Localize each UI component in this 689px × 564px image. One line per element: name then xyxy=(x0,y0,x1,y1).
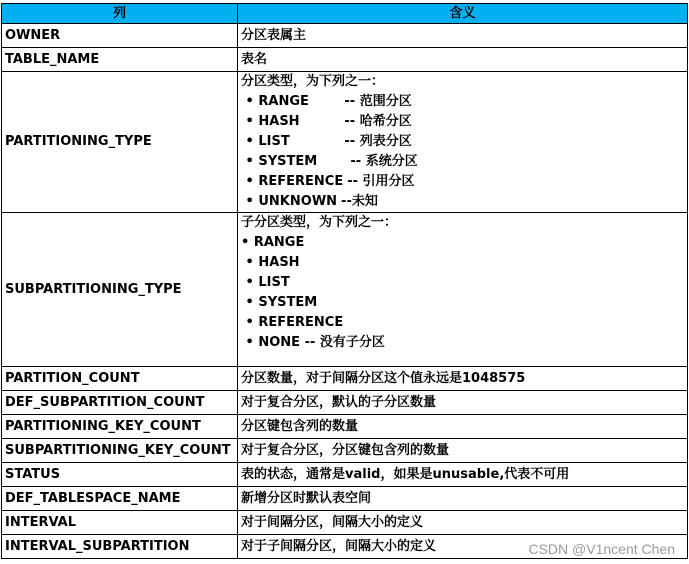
table-row xyxy=(2,439,688,463)
column-name: STATUS xyxy=(2,463,238,487)
option-code: REFERENCE xyxy=(258,174,344,189)
option-code: NONE xyxy=(258,335,301,350)
column-header-column: 列 xyxy=(2,4,238,24)
option-item xyxy=(241,192,684,212)
table-header-row xyxy=(2,4,688,24)
bullet-icon: • xyxy=(245,114,254,129)
column-description: 对于复合分区，默认的子分区数量 xyxy=(238,391,688,415)
option-item xyxy=(241,112,684,132)
column-name: PARTITIONING_KEY_COUNT xyxy=(2,415,238,439)
column-name: PARTITION_COUNT xyxy=(2,367,238,391)
option-note: --未知 xyxy=(341,194,378,209)
option-item xyxy=(241,293,684,313)
description-intro: 子分区类型，为下列之一： xyxy=(241,215,398,230)
option-note: -- 引用分区 xyxy=(347,174,415,189)
column-name: DEF_TABLESPACE_NAME xyxy=(2,487,238,511)
option-note: -- 没有子分区 xyxy=(304,335,385,350)
column-description: 新增分区时默认表空间 xyxy=(238,487,688,511)
column-name: SUBPARTITIONING_KEY_COUNT xyxy=(2,439,238,463)
column-description: 对于复合分区，分区键包含列的数量 xyxy=(238,439,688,463)
column-description: 表名 xyxy=(238,48,688,72)
column-description: 分区数量，对于间隔分区这个值永远是1048575 xyxy=(238,367,688,391)
bullet-icon: • xyxy=(245,335,254,350)
option-item xyxy=(241,132,684,152)
table-row xyxy=(2,48,688,72)
column-name: OWNER xyxy=(2,24,238,48)
option-item xyxy=(241,172,684,192)
table-row xyxy=(2,415,688,439)
option-note: -- 哈希分区 xyxy=(344,114,412,129)
table-row xyxy=(2,463,688,487)
option-code: REFERENCE xyxy=(258,315,344,330)
option-item xyxy=(241,273,684,293)
option-item xyxy=(241,92,684,112)
column-description: 对于间隔分区，间隔大小的定义 xyxy=(238,511,688,535)
column-name: DEF_SUBPARTITION_COUNT xyxy=(2,391,238,415)
bullet-icon: • xyxy=(245,134,254,149)
table-row xyxy=(2,511,688,535)
column-description: 分区表属主 xyxy=(238,24,688,48)
option-code: HASH xyxy=(258,255,300,270)
column-description xyxy=(238,72,688,213)
description-intro: 分区类型，为下列之一： xyxy=(241,74,385,89)
column-description: 对于子间隔分区，间隔大小的定义 xyxy=(238,535,688,559)
column-header-meaning: 含义 xyxy=(238,4,688,24)
table-row xyxy=(2,367,688,391)
option-item xyxy=(241,333,684,353)
bullet-icon: • xyxy=(245,295,254,310)
option-note: -- 范围分区 xyxy=(344,94,412,109)
table-row xyxy=(2,487,688,511)
table-row xyxy=(2,72,688,213)
option-code: LIST xyxy=(258,134,290,149)
bullet-icon: • xyxy=(245,174,254,189)
column-name: INTERVAL_SUBPARTITION xyxy=(2,535,238,559)
option-note: -- 列表分区 xyxy=(344,134,412,149)
option-code: LIST xyxy=(258,275,290,290)
bullet-icon: • xyxy=(241,235,250,250)
column-description xyxy=(238,213,688,367)
bullet-icon: • xyxy=(245,315,254,330)
column-name: INTERVAL xyxy=(2,511,238,535)
bullet-icon: • xyxy=(245,94,254,109)
option-item xyxy=(241,253,684,273)
column-name: PARTITIONING_TYPE xyxy=(2,72,238,213)
option-code: RANGE xyxy=(258,94,309,109)
table-row xyxy=(2,213,688,367)
option-item xyxy=(241,233,684,253)
table-row xyxy=(2,391,688,415)
bullet-icon: • xyxy=(245,154,254,169)
option-item xyxy=(241,152,684,172)
watermark: CSDN @V1ncent Chen xyxy=(528,541,675,557)
column-name: SUBPARTITIONING_TYPE xyxy=(2,213,238,367)
option-item xyxy=(241,313,684,333)
column-description: 分区键包含列的数量 xyxy=(238,415,688,439)
column-name: TABLE_NAME xyxy=(2,48,238,72)
partition-columns-table xyxy=(1,3,688,559)
option-code: RANGE xyxy=(253,235,305,250)
bullet-icon: • xyxy=(245,255,254,270)
option-code: UNKNOWN xyxy=(258,194,338,209)
column-description: 表的状态，通常是valid，如果是unusable,代表不可用 xyxy=(238,463,688,487)
option-code: SYSTEM xyxy=(258,154,318,169)
option-code: SYSTEM xyxy=(258,295,318,310)
table-row xyxy=(2,24,688,48)
option-note: -- 系统分区 xyxy=(350,154,418,169)
option-code: HASH xyxy=(258,114,300,129)
bullet-icon: • xyxy=(245,275,254,290)
bullet-icon: • xyxy=(245,194,254,209)
